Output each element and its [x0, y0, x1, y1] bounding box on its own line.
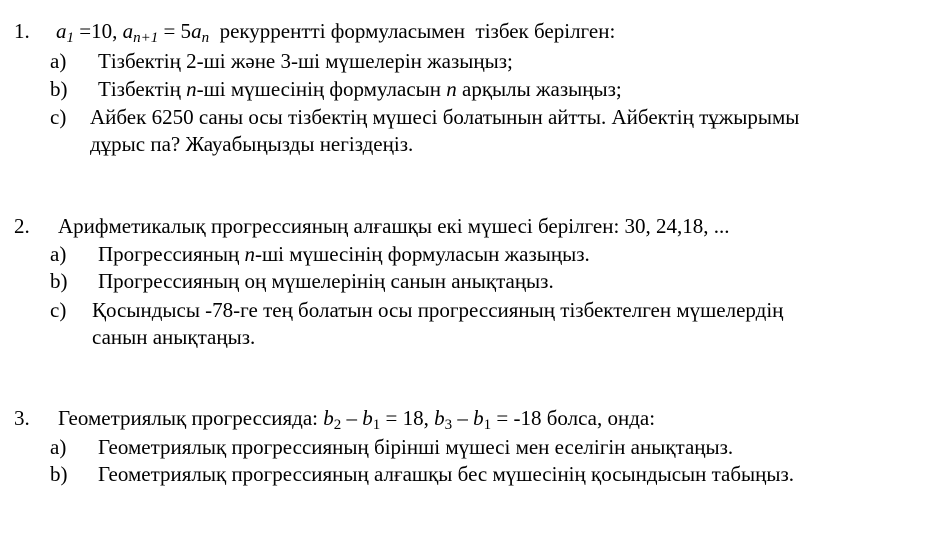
problem-stem: [58, 408, 655, 433]
item-text: Айбек 6250 саны осы тізбектің мүшесі болатынын айтты. Айбектің тұжырымы: [90, 105, 800, 129]
stem-text: рекуррентті формуласымен тізбек берілген:: [209, 19, 616, 43]
stem-text: = -18 болса, онда:: [491, 406, 656, 430]
item-label: c): [50, 105, 67, 129]
math-var: a: [122, 19, 134, 43]
math-var: n: [244, 242, 255, 266]
item-text-part: -ші мүшесінің формуласын: [196, 77, 447, 101]
math-index: 1: [66, 30, 74, 46]
item-label: b): [50, 269, 68, 293]
item-text-continuation: санын анықтаңыз.: [92, 325, 256, 349]
math-index: 3: [444, 417, 453, 433]
math-var: n: [186, 77, 197, 101]
math-var: b: [362, 406, 373, 430]
math-index: n+1: [133, 30, 159, 46]
item-label: a): [50, 49, 67, 73]
math-var: a: [56, 19, 67, 43]
item-text: Тізбектің 2-ші және 3-ші мүшелерін жазыңыз;: [98, 49, 513, 73]
math-var: b: [434, 406, 445, 430]
math-index: n: [201, 30, 210, 46]
problem-number: 1.: [14, 19, 30, 43]
math-index: 2: [333, 417, 342, 433]
item-label: b): [50, 77, 68, 101]
item-text: Прогрессияның оң мүшелерінің санын анықтаңыз.: [98, 269, 554, 293]
item-text: [98, 79, 622, 100]
item-text: [98, 244, 590, 265]
item-label: c): [50, 298, 67, 322]
item-label: a): [50, 242, 67, 266]
problem-stem: Арифметикалық прогрессияның алғашқы екі мүшесі берілген: 30, 24,18, ...: [58, 214, 730, 238]
item-text: Қосындысы -78-ге тең болатын осы прогрессияның тізбектелген мүшелердің: [92, 298, 784, 322]
item-text: Геометриялық прогрессияның бірінші мүшесі мен еселігін анықтаңыз.: [98, 435, 734, 459]
item-text: Геометриялық прогрессияның алғашқы бес мүшесінің қосындысын табыңыз.: [98, 462, 795, 486]
math-var: b: [323, 406, 334, 430]
item-label: b): [50, 462, 68, 486]
item-text-part: Прогрессияның: [98, 242, 245, 266]
stem-text: –: [341, 406, 363, 430]
math-var: n: [446, 77, 457, 101]
stem-text: –: [452, 406, 474, 430]
math-index: 1: [372, 417, 381, 433]
math-index: 1: [483, 417, 492, 433]
item-text-part: Тізбектің: [98, 77, 187, 101]
stem-text: = 18,: [380, 406, 435, 430]
problem-number: 3.: [14, 406, 30, 430]
item-text-part: арқылы жазыңыз;: [456, 77, 622, 101]
item-text-part: -ші мүшесінің формуласын жазыңыз.: [255, 242, 590, 266]
item-label: a): [50, 435, 67, 459]
stem-text: = 5: [158, 19, 192, 43]
problem-number: 2.: [14, 214, 30, 238]
stem-text: Геометриялық прогрессияда:: [58, 406, 324, 430]
item-text-continuation: дұрыс па? Жауабыңызды негіздеңіз.: [90, 132, 414, 156]
stem-text: =10,: [74, 19, 123, 43]
math-var: a: [191, 19, 202, 43]
math-var: b: [473, 406, 484, 430]
problem-stem: [56, 21, 615, 46]
